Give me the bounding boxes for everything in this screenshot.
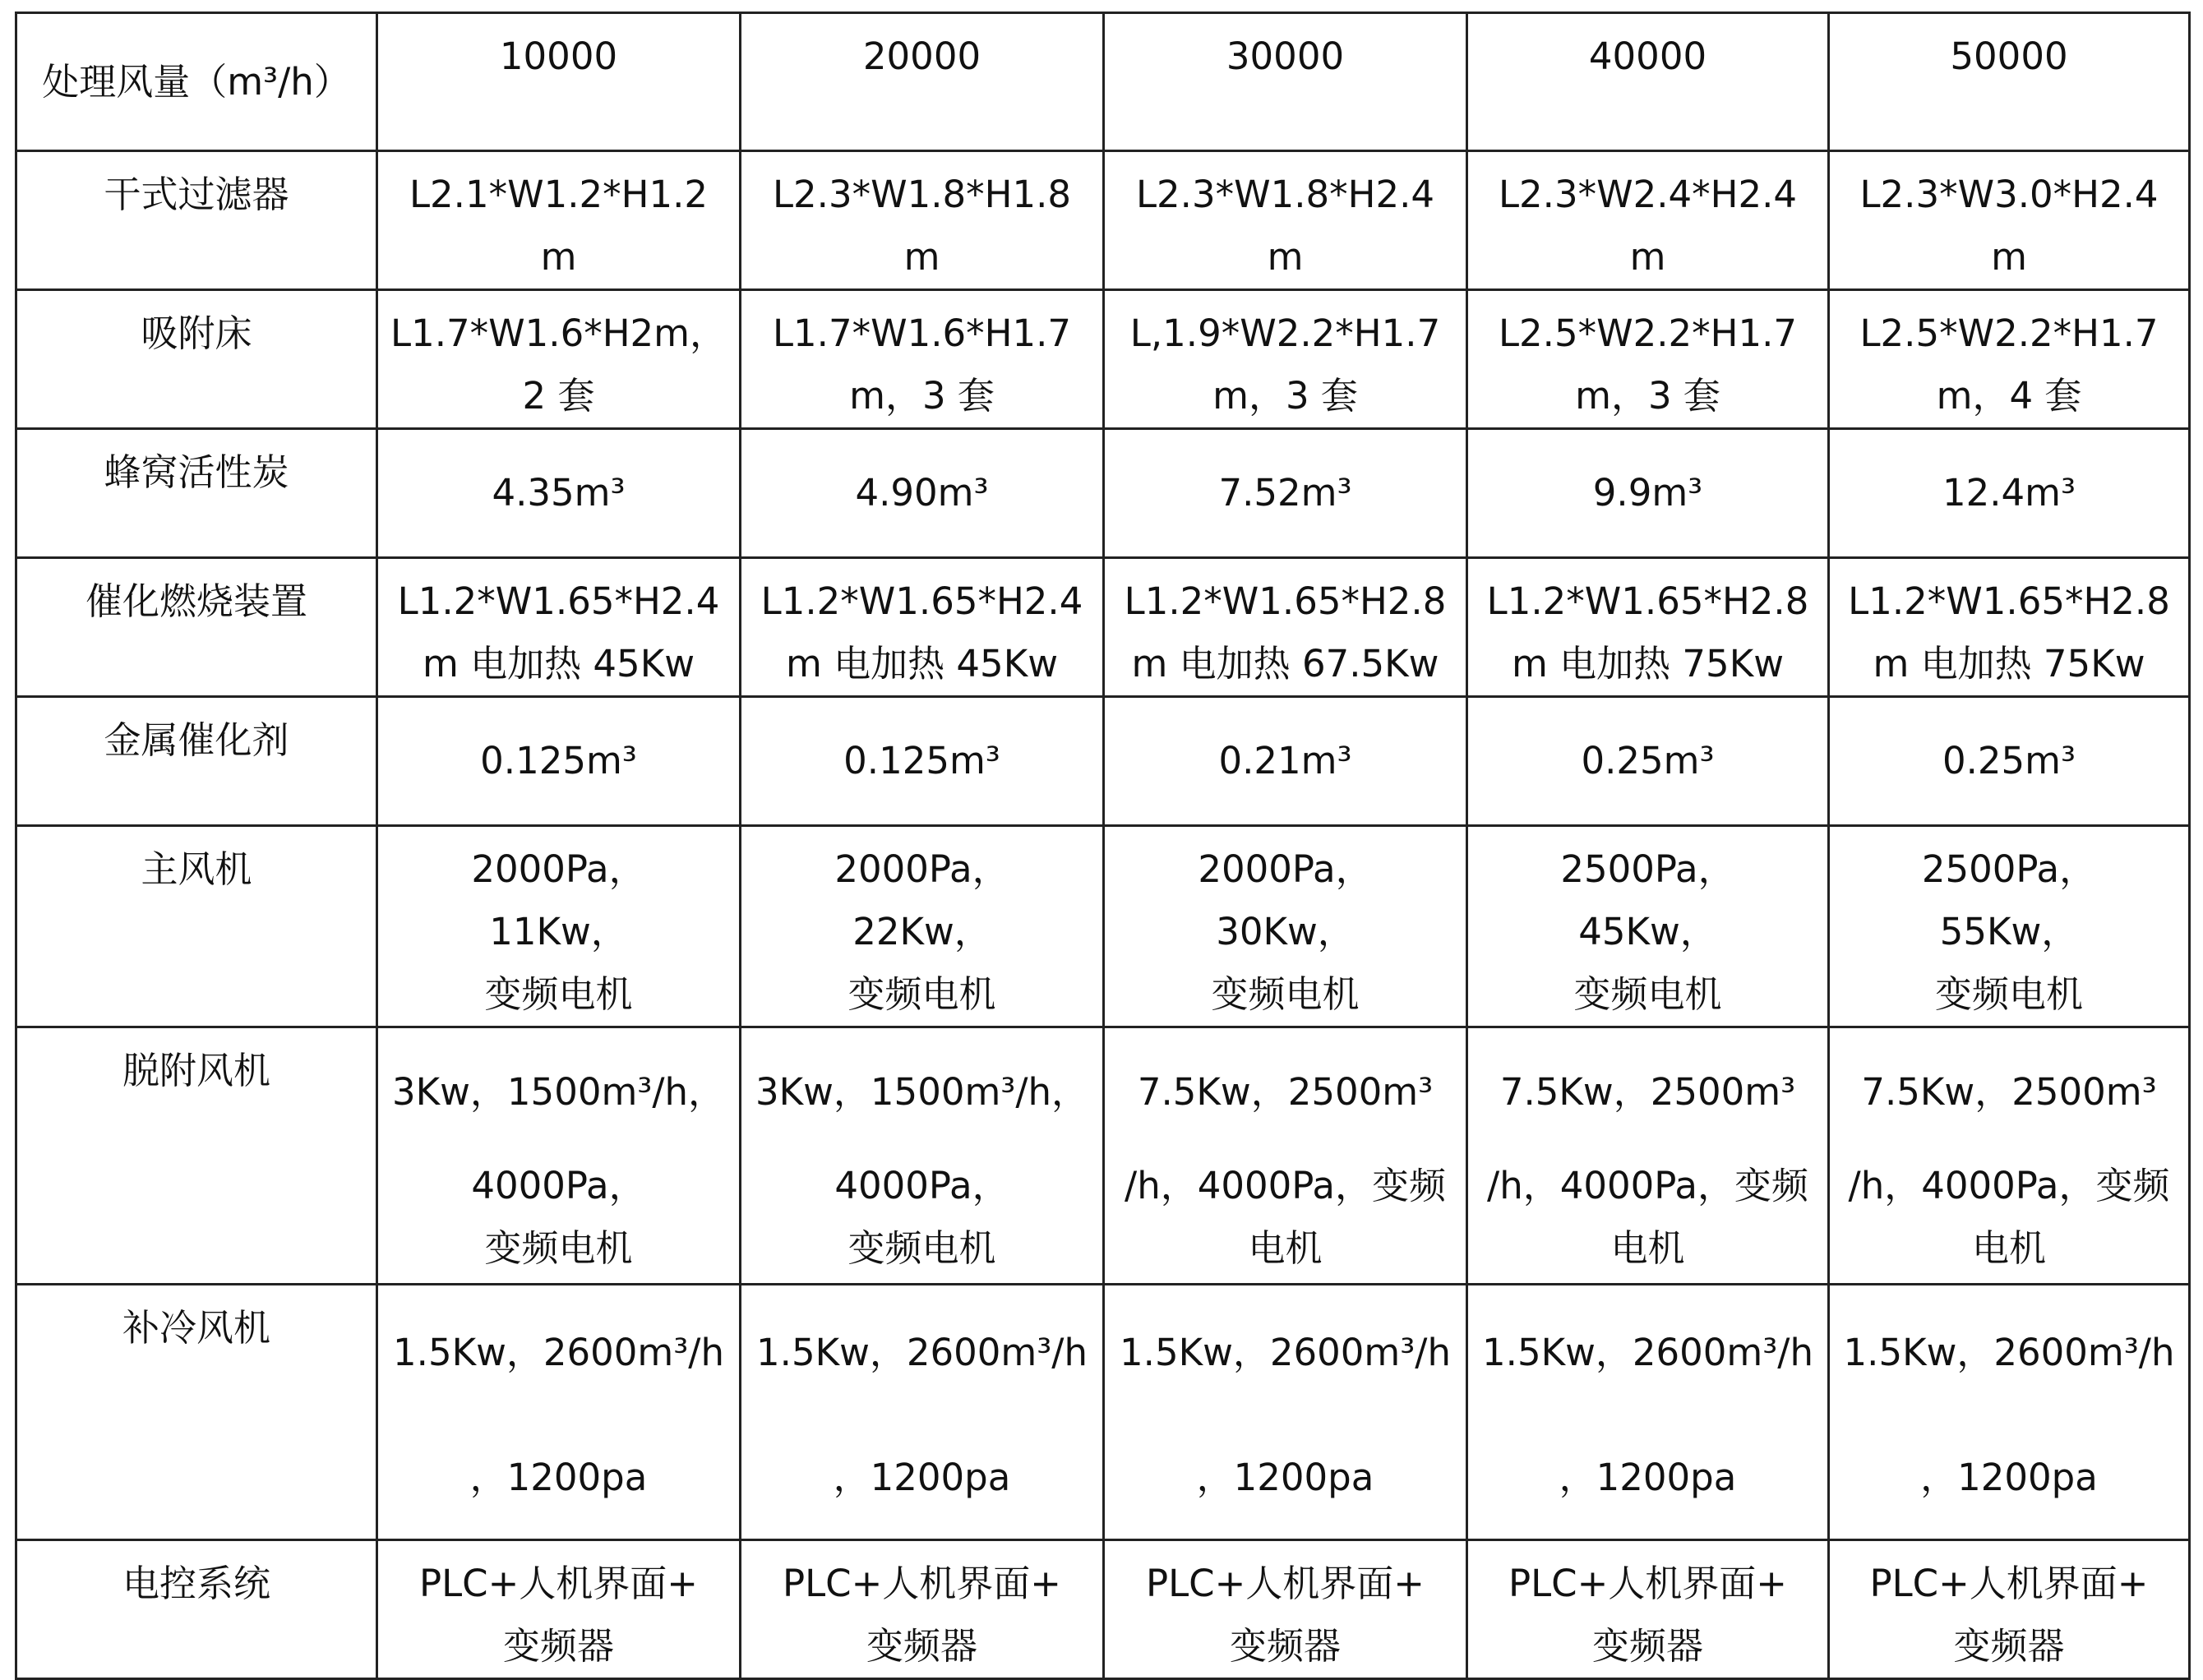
table-cell: PLC+人机界面+ 变频器 [1467, 1540, 1829, 1679]
table-cell: 1.5Kw，2600m³/h ，1200pa [377, 1285, 741, 1540]
table-cell: L1.2*W1.65*H2.4 m 电加热 45Kw [377, 558, 741, 697]
table-cell: L1.7*W1.6*H1.7 m，3 套 [741, 290, 1104, 429]
table-cell: 2000Pa， 22Kw， 变频电机 [741, 826, 1104, 1027]
airflow-30000: 30000 [1104, 13, 1467, 151]
table-row [16, 1540, 2190, 1679]
airflow-10000: 10000 [377, 13, 741, 151]
table-cell: 7.5Kw，2500m³ /h，4000Pa，变频 电机 [1829, 1027, 2190, 1285]
table-cell: 7.5Kw，2500m³ /h，4000Pa，变频 电机 [1104, 1027, 1467, 1285]
table-cell: PLC+人机界面+ 变频器 [1104, 1540, 1467, 1679]
table-row [16, 826, 2190, 1027]
equipment-spec-table [15, 12, 2191, 1680]
row-label-cooling-fan: 补冷风机 [16, 1285, 377, 1540]
table-cell: 3Kw，1500m³/h， 4000Pa， 变频电机 [741, 1027, 1104, 1285]
row-label-dry-filter: 干式过滤器 [16, 151, 377, 290]
table-cell: L1.2*W1.65*H2.8 m 电加热 75Kw [1467, 558, 1829, 697]
table-cell: 0.21m³ [1104, 697, 1467, 826]
table-cell: 7.5Kw，2500m³ /h，4000Pa，变频 电机 [1467, 1027, 1829, 1285]
table-cell: 2500Pa， 45Kw， 变频电机 [1467, 826, 1829, 1027]
table-cell: 0.125m³ [741, 697, 1104, 826]
table-cell: 12.4m³ [1829, 429, 2190, 558]
airflow-20000: 20000 [741, 13, 1104, 151]
table-cell: L2.5*W2.2*H1.7 m，3 套 [1467, 290, 1829, 429]
table-row [16, 697, 2190, 826]
header-row [16, 13, 2190, 151]
table-cell: L2.3*W3.0*H2.4 m [1829, 151, 2190, 290]
table-row [16, 429, 2190, 558]
airflow-header-label: 处理风量（m³/h） [16, 13, 377, 151]
table-cell: L2.1*W1.2*H1.2 m [377, 151, 741, 290]
table-cell: 7.52m³ [1104, 429, 1467, 558]
row-label-desorption-fan: 脱附风机 [16, 1027, 377, 1285]
table-cell: 3Kw，1500m³/h， 4000Pa， 变频电机 [377, 1027, 741, 1285]
table-cell: 9.9m³ [1467, 429, 1829, 558]
table-cell: 2500Pa， 55Kw， 变频电机 [1829, 826, 2190, 1027]
airflow-50000: 50000 [1829, 13, 2190, 151]
row-label-catalytic-combustion: 催化燃烧装置 [16, 558, 377, 697]
table-row [16, 558, 2190, 697]
table-cell: 1.5Kw，2600m³/h ，1200pa [1467, 1285, 1829, 1540]
table-cell: L2.5*W2.2*H1.7 m，4 套 [1829, 290, 2190, 429]
row-label-metal-catalyst: 金属催化剂 [16, 697, 377, 826]
table-cell: 0.25m³ [1467, 697, 1829, 826]
table-row [16, 1285, 2190, 1540]
table-cell: L2.3*W1.8*H2.4 m [1104, 151, 1467, 290]
table-cell: 4.90m³ [741, 429, 1104, 558]
row-label-honeycomb-carbon: 蜂窝活性炭 [16, 429, 377, 558]
table-cell: 1.5Kw，2600m³/h ，1200pa [1104, 1285, 1467, 1540]
table-cell: L2.3*W2.4*H2.4 m [1467, 151, 1829, 290]
table-cell: L,1.9*W2.2*H1.7 m，3 套 [1104, 290, 1467, 429]
table-cell: PLC+人机界面+ 变频器 [1829, 1540, 2190, 1679]
table-cell: L1.7*W1.6*H2m， 2 套 [377, 290, 741, 429]
table-cell: 1.5Kw，2600m³/h ，1200pa [1829, 1285, 2190, 1540]
table-cell: PLC+人机界面+ 变频器 [377, 1540, 741, 1679]
table-cell: 2000Pa， 11Kw， 变频电机 [377, 826, 741, 1027]
table-cell: L1.2*W1.65*H2.8 m 电加热 75Kw [1829, 558, 2190, 697]
airflow-40000: 40000 [1467, 13, 1829, 151]
table-cell: L2.3*W1.8*H1.8 m [741, 151, 1104, 290]
row-label-main-fan: 主风机 [16, 826, 377, 1027]
table-cell: 4.35m³ [377, 429, 741, 558]
row-label-adsorption-bed: 吸附床 [16, 290, 377, 429]
table-cell: 0.125m³ [377, 697, 741, 826]
table-row [16, 1027, 2190, 1285]
table-cell: L1.2*W1.65*H2.8 m 电加热 67.5Kw [1104, 558, 1467, 697]
table-cell: 2000Pa， 30Kw， 变频电机 [1104, 826, 1467, 1027]
table-row [16, 290, 2190, 429]
table-row [16, 151, 2190, 290]
table-cell: L1.2*W1.65*H2.4 m 电加热 45Kw [741, 558, 1104, 697]
table-cell: 0.25m³ [1829, 697, 2190, 826]
table-cell: 1.5Kw，2600m³/h ，1200pa [741, 1285, 1104, 1540]
spec-document [15, 12, 2188, 1668]
table-cell: PLC+人机界面+ 变频器 [741, 1540, 1104, 1679]
row-label-electric-control: 电控系统 [16, 1540, 377, 1679]
